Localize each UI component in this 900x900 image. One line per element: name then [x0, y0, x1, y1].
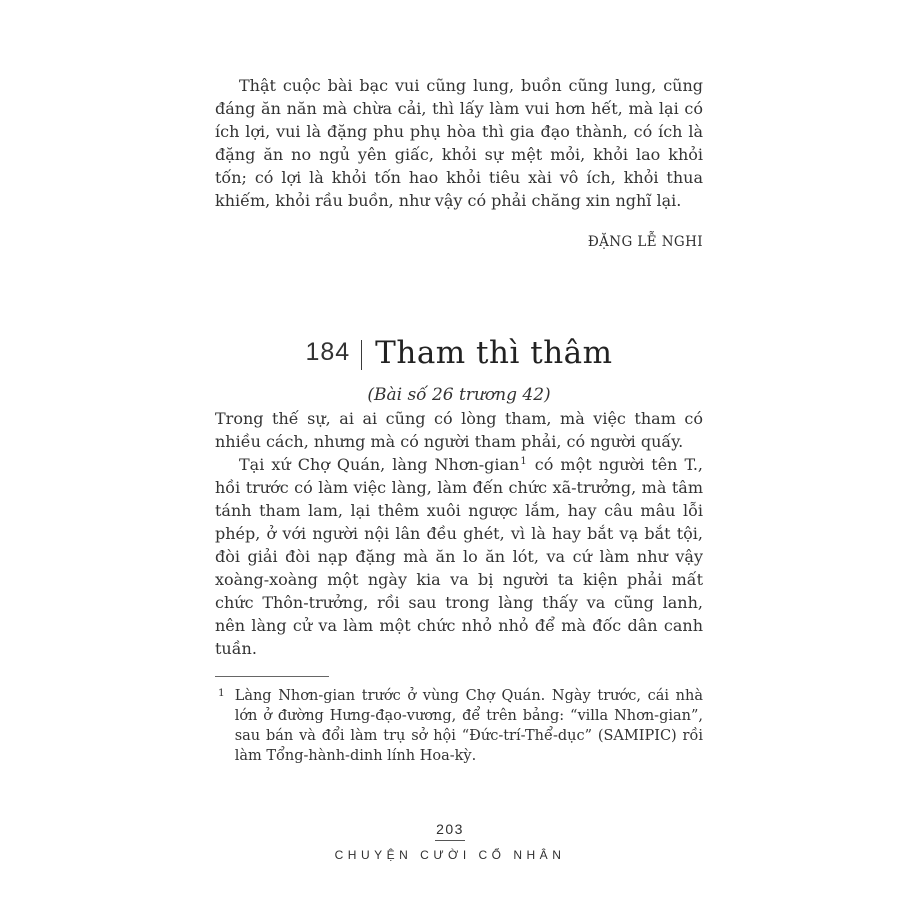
story-number: 184	[305, 338, 351, 366]
story-heading	[215, 332, 703, 378]
paragraph-2-text-after-ref: có một người tên T., hồi trước có làm việc làng, làm đến chức xã-trưởng, mà tâm tánh tham lam, lại thêm xuôi ngược lắm, hay câu mâu lỗi phép, ở với người nội lân đều ghét, vì là hay bắt vạ bắt tội, đòi giải đòi nạp đặng mà ăn lo ăn lót, va cứ làm như vậy xoàng-xoàng một ngày kia va bị người ta kiện phải mất chức Thôn-trưởng, rồi sau trong làng thấy va cũng lanh, nên làng cử va làm một chức nhỏ nhỏ để mà đốc dân canh tuần.	[215, 455, 704, 658]
story-subtitle: (Bài số 26 trương 42)	[367, 385, 551, 405]
story-title: Tham thì thâm	[375, 335, 613, 371]
page-number-rule	[435, 840, 465, 841]
footnote-ref: 1	[520, 456, 527, 467]
book-title: CHUYỆN CƯỜI CỔ NHÂN	[334, 848, 566, 862]
footnote-text: Làng Nhơn-gian trước ở vùng Chợ Quán. Ngày trước, cái nhà lớn ở đường Hưng-đạo-vương, để trên bảng: “villa Nhơn-gian”, sau bán và đổi làm trụ sở hội “Đức-trí-Thể-dục” (SAMIPIC) rồi làm Tổng-hành-dinh lính Hoa-kỳ.	[234, 688, 703, 764]
footnote	[215, 686, 703, 766]
page-footer	[0, 821, 900, 862]
title-divider	[361, 340, 362, 370]
story-paragraph-2	[215, 453, 703, 660]
author-signature: ĐẶNG LỄ NGHI	[587, 234, 703, 250]
footnote-marker: 1	[218, 687, 225, 699]
paragraph-2-text-before-ref: Tại xứ Chợ Quán, làng Nhơn-gian	[239, 455, 520, 474]
page-number: 203	[436, 821, 464, 837]
previous-story-ending-paragraph: Thật cuộc bài bạc vui cũng lung, buồn cũng lung, cũng đáng ăn năn mà chừa cải, thì lấy làm vui hơn hết, mà lại có ích lợi, vui là đặng phu phụ hòa thì gia đạo thành, có ích là đặng ăn no ngủ yên giấc, khỏi sự mệt mỏi, khỏi lao khỏi tốn; có lợi là khỏi tốn hao khỏi tiêu xài vô ích, khỏi thua khiếm, khỏi rầu buồn, như vậy có phải chăng xin nghĩ lại.	[215, 76, 703, 210]
footnote-divider-rule	[215, 676, 329, 677]
story-paragraph-1: Trong thế sự, ai ai cũng có lòng tham, mà việc tham có nhiều cách, nhưng mà có người tham phải, có người quấy.	[215, 409, 703, 451]
